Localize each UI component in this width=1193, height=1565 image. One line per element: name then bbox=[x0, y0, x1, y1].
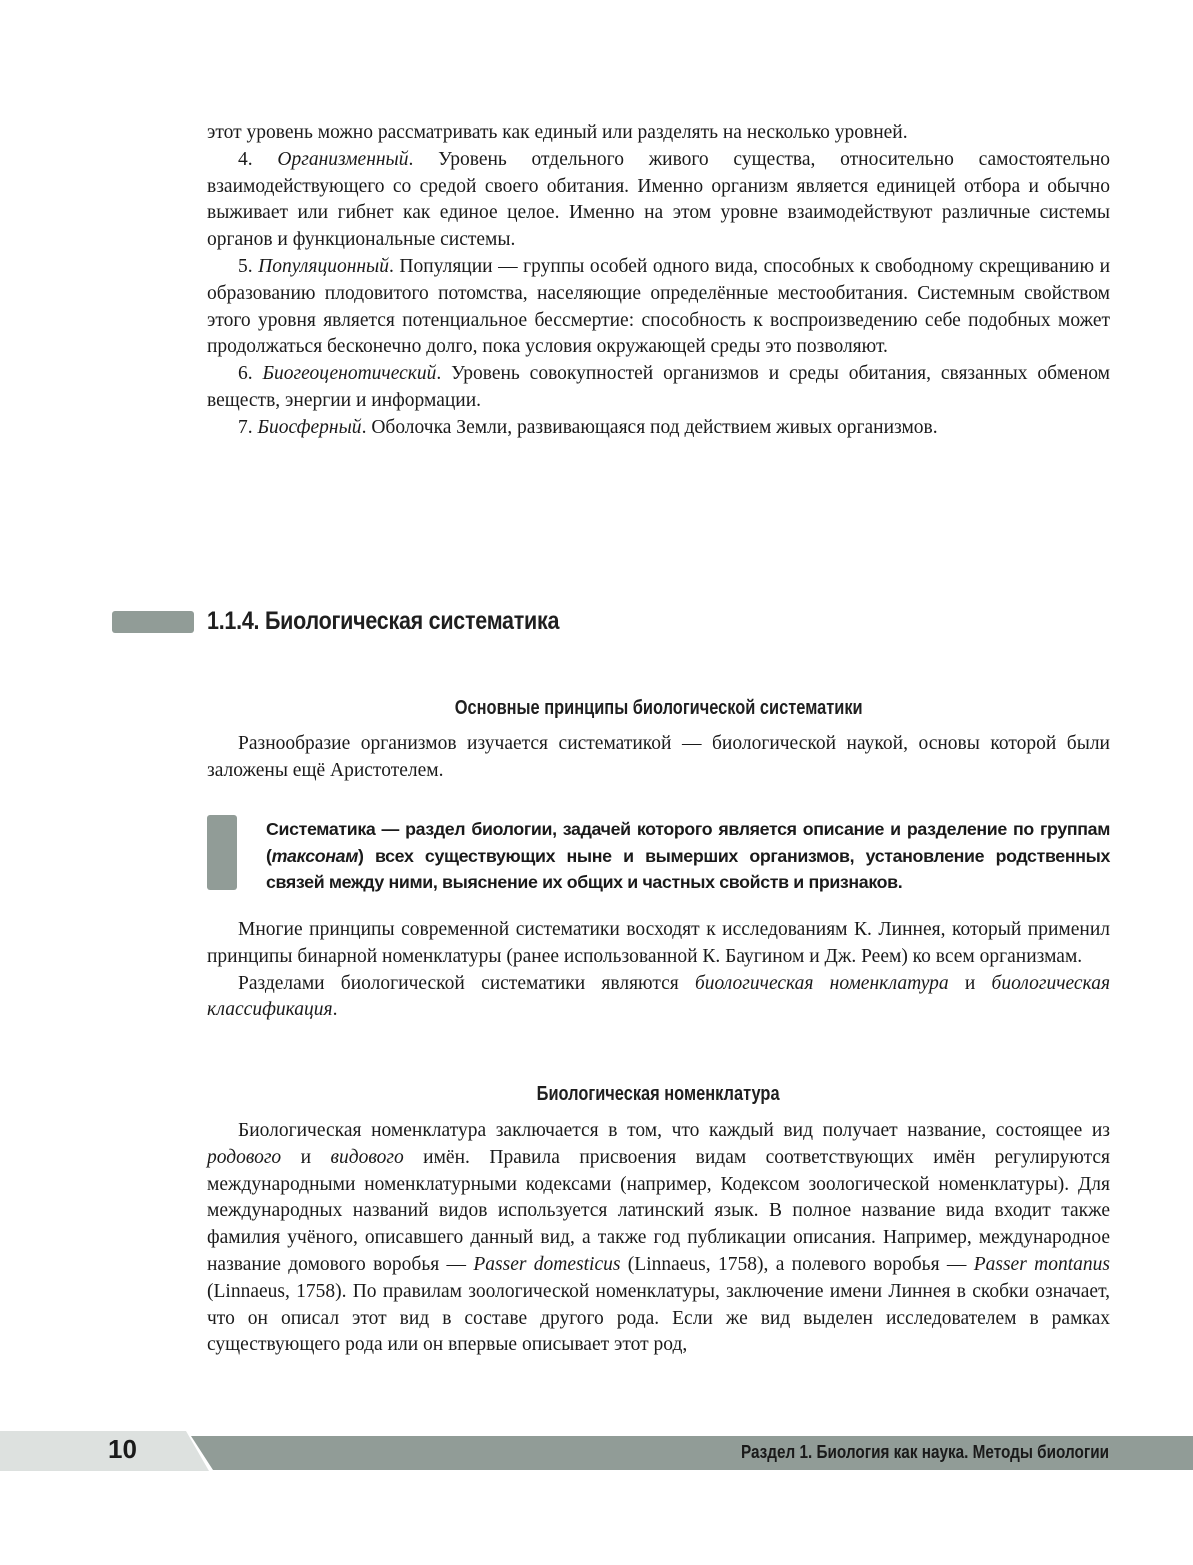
definition-marker bbox=[207, 815, 237, 890]
term: таксонам bbox=[271, 845, 359, 866]
paragraph: этот уровень можно рассматривать как единый или разделять на несколько уровней. bbox=[207, 122, 908, 143]
term: Биосферный bbox=[257, 416, 362, 438]
paragraph: Многие принципы современной систематики восходят к исследованиям К. Линнея, который применил принципы бинарной номенклатуры (ранее использованной К. Баугином и Дж. Реем) ко всем организмам. bbox=[207, 919, 1110, 967]
term: биологическая номенклатура bbox=[694, 972, 949, 994]
running-head: Раздел 1. Биология как наука. Методы биологии bbox=[740, 1442, 1109, 1462]
paragraph-organism-level: 4. Организменный. Уровень отдельного живого существа, относительно самостоятельно взаимодействующего со средой своего обитания. Именно организм является единицей отбора и обычно выживает или гибнет как единое целое. Именно на этом уровне взаимодействуют различные системы органов и функциональные системы. bbox=[207, 148, 1111, 251]
paragraph: Разделами биологической систематики являются биологическая номенклатура и биологическая классификация. bbox=[207, 972, 1111, 1021]
latin-name: Passer domesticus bbox=[473, 1253, 621, 1275]
nomenclature-text-block bbox=[207, 1118, 1110, 1359]
footer-page-tab bbox=[0, 1431, 209, 1471]
term: родового bbox=[207, 1146, 282, 1168]
paragraph: Биологическая номенклатура заключается в том, что каждый вид получает название, состоящее из родового и видового имён. Правила присвоения видам соответствующих имён регулируются международными номенклатурными кодексами (например, Кодексом зоологической номенклатуры). Для международных названий видов используется латинский язык. В полное название вида входит также фамилия учёного, описавшего данный вид, а также год публикации описания. Например, международное название домового воробья — Passer domesticus (Linnaeus, 1758), а полевого воробья — Passer montanus (Linnaeus, 1758). По правилам зоологической номенклатуры, заключение имени Линнея в скобки означает, что он описал этот вид в составе другого рода. Если же вид выделен исследователем в рамках существующего рода или он впервые описывает этот род, bbox=[207, 1120, 1110, 1356]
section-title: 1.1.4. Биологическая систематика bbox=[207, 607, 560, 635]
term: Биогеоценотический bbox=[262, 363, 437, 385]
paragraph-biosphere-level: 7. Биосферный. Оболочка Земли, развивающаяся под действием живых организмов. bbox=[238, 416, 938, 438]
subsection-text-block bbox=[207, 731, 1110, 785]
definition-box bbox=[266, 816, 1110, 896]
middle-text-block bbox=[207, 917, 1110, 1024]
subsection-title: Основные принципы биологической систематики bbox=[454, 697, 863, 719]
term: Популяционный bbox=[258, 255, 390, 277]
paragraph: Разнообразие организмов изучается систематикой — биологической наукой, основы которой были заложены ещё Аристотелем. bbox=[207, 733, 1110, 781]
term: биологическая классификация bbox=[207, 972, 1111, 1021]
latin-name: Passer montanus bbox=[973, 1253, 1110, 1275]
section-marker bbox=[112, 611, 194, 633]
paragraph-population-level: 5. Популяционный. Популяции — группы особей одного вида, способных к свободному скрещиванию и образованию плодовитого потомства, населяющие определённые местообитания. Системным свойством этого уровня является потенциальное бессмертие: способность к воспроизведению себе подобных может продолжаться бесконечно долго, пока условия окружающей среды это позволяют. bbox=[207, 255, 1110, 358]
top-text-block bbox=[207, 120, 1110, 442]
definition-text: Систематика — раздел биологии, задачей которого является описание и разделение по группам (таксонам) всех существующих ныне и вымерших организмов, установление родственных связей между ними, выяснение их общих и частных свойств и признаков. bbox=[266, 819, 1110, 892]
paragraph-biogeocenotic-level: 6. Биогеоценотический. Уровень совокупностей организмов и среды обитания, связанных обменом веществ, энергии и информации. bbox=[207, 363, 1110, 411]
term: Организменный bbox=[277, 148, 409, 170]
page-number: 10 bbox=[108, 1434, 137, 1464]
subsection-title: Биологическая номенклатура bbox=[537, 1083, 780, 1105]
term: видового bbox=[330, 1146, 404, 1168]
